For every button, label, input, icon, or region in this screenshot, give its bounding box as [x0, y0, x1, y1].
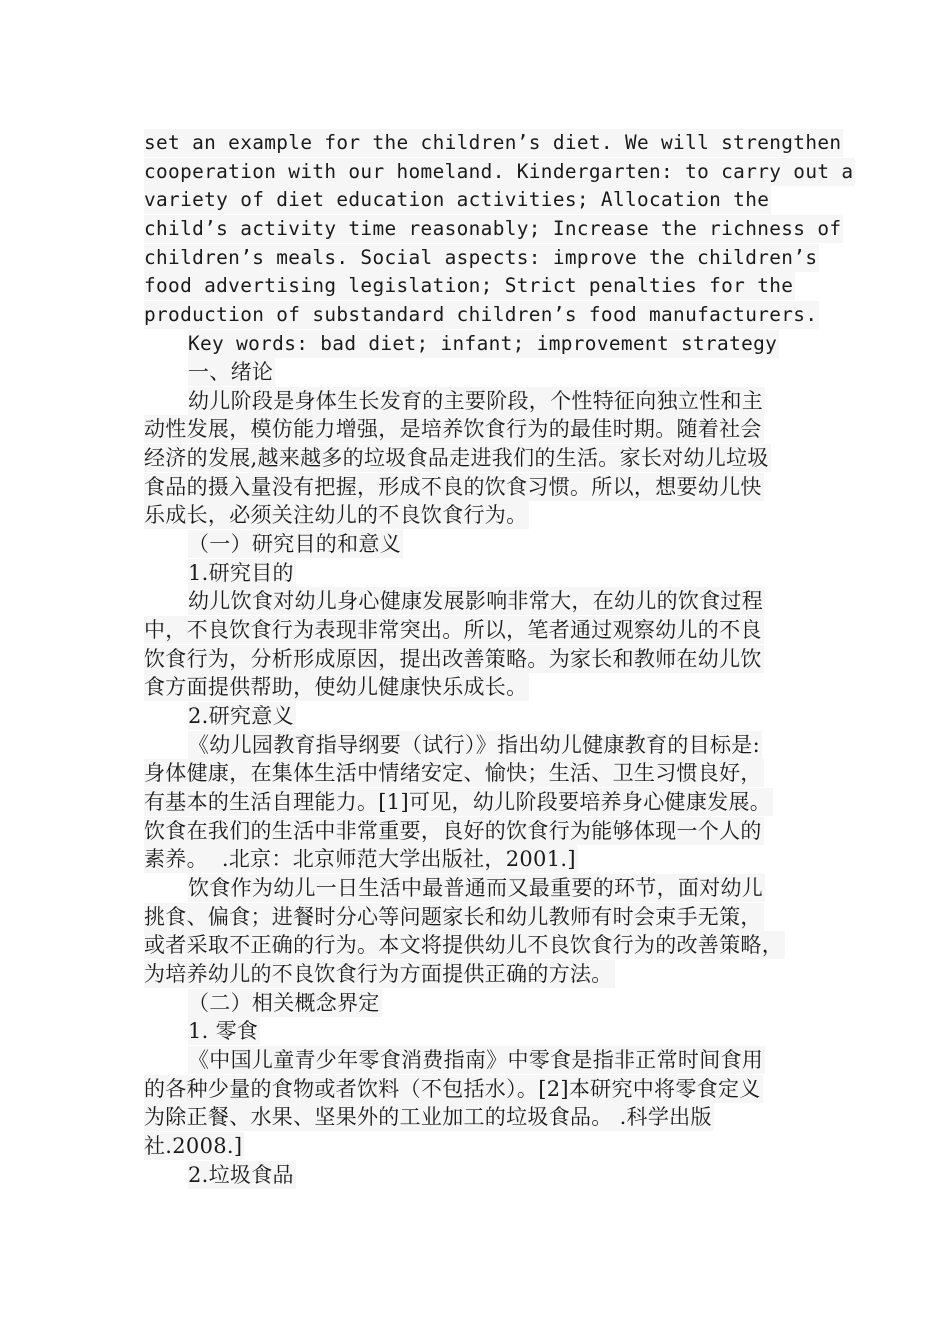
paragraph-line: 素养。 .北京：北京师范大学出版社，2001.]	[144, 847, 576, 871]
item-heading: 2.垃圾食品	[188, 1163, 294, 1187]
paragraph-line: 的各种少量的食物或者饮料（不包括水）。[2]本研究中将零食定义	[144, 1077, 761, 1101]
subsection-heading: （二）相关概念界定	[188, 991, 380, 1015]
paragraph-line: 有基本的生活自理能力。[1]可见，幼儿阶段要培养身心健康发展。	[144, 790, 772, 814]
paragraph-line: 中，不良饮食行为表现非常突出。所以，笔者通过观察幼儿的不良	[144, 618, 762, 642]
abstract-line: children’s meals. Social aspects: improve the children’s	[144, 244, 819, 272]
paragraph-line: 经济的发展,越来越多的垃圾食品走进我们的生活。家长对幼儿垃圾	[144, 446, 769, 470]
paragraph-line: 食方面提供帮助，使幼儿健康快乐成长。	[144, 675, 528, 699]
abstract-line: food advertising legislation; Strict penalties for the	[144, 272, 795, 300]
abstract-line: variety of diet education activities; Allocation the	[144, 186, 771, 214]
abstract-line: set an example for the children’s diet. We will strengthen	[144, 129, 843, 157]
paragraph-line: 身体健康，在集体生活中情绪安定、愉快；生活、卫生习惯良好，	[144, 761, 762, 785]
paragraph-line: 乐成长，必须关注幼儿的不良饮食行为。	[144, 503, 528, 527]
item-heading: 1.研究目的	[188, 561, 294, 585]
section-heading: 一、绪论	[188, 360, 274, 384]
paragraph-line: 《中国儿童青少年零食消费指南》中零食是指非正常时间食用	[188, 1048, 764, 1072]
paragraph-line: 动性发展，模仿能力增强，是培养饮食行为的最佳时期。随着社会	[144, 417, 762, 441]
paragraph-line: 幼儿饮食对幼儿身心健康发展影响非常大，在幼儿的饮食过程	[188, 589, 764, 613]
item-heading: 2.研究意义	[188, 704, 294, 728]
abstract-line: cooperation with our homeland. Kindergarten: to carry out a	[144, 158, 855, 186]
paragraph-line: 社.2008.]	[144, 1134, 243, 1158]
subsection-heading: （一）研究目的和意义	[188, 532, 401, 556]
keywords-line: Key words: bad diet; infant; improvement strategy	[188, 330, 779, 358]
paragraph-line: 饮食在我们的生活中非常重要，良好的饮食行为能够体现一个人的	[144, 819, 762, 843]
paragraph-line: 挑食、偏食；进餐时分心等问题家长和幼儿教师有时会束手无策，	[144, 905, 762, 929]
paragraph-line: 为培养幼儿的不良饮食行为方面提供正确的方法。	[144, 962, 613, 986]
paragraph-line: 幼儿阶段是身体生长发育的主要阶段，个性特征向独立性和主	[188, 389, 764, 413]
abstract-line: child’s activity time reasonably; Increase the richness of	[144, 215, 843, 243]
paragraph-line: 饮食作为幼儿一日生活中最普通而又最重要的环节，面对幼儿	[188, 876, 764, 900]
item-heading: 1. 零食	[188, 1019, 259, 1043]
abstract-line: production of substandard children’s food manufacturers.	[144, 301, 819, 329]
paragraph-line: 为除正餐、水果、坚果外的工业加工的垃圾食品。 .科学出版	[144, 1105, 712, 1129]
paragraph-line: 饮食行为，分析形成原因，提出改善策略。为家长和教师在幼儿饮	[144, 647, 762, 671]
paragraph-line: 《幼儿园教育指导纲要（试行）》指出幼儿健康教育的目标是:	[188, 733, 760, 757]
paragraph-line: 食品的摄入量没有把握，形成不良的饮食习惯。所以，想要幼儿快	[144, 475, 762, 499]
paragraph-line: 或者采取不正确的行为。本文将提供幼儿不良饮食行为的改善策略，	[144, 933, 783, 957]
